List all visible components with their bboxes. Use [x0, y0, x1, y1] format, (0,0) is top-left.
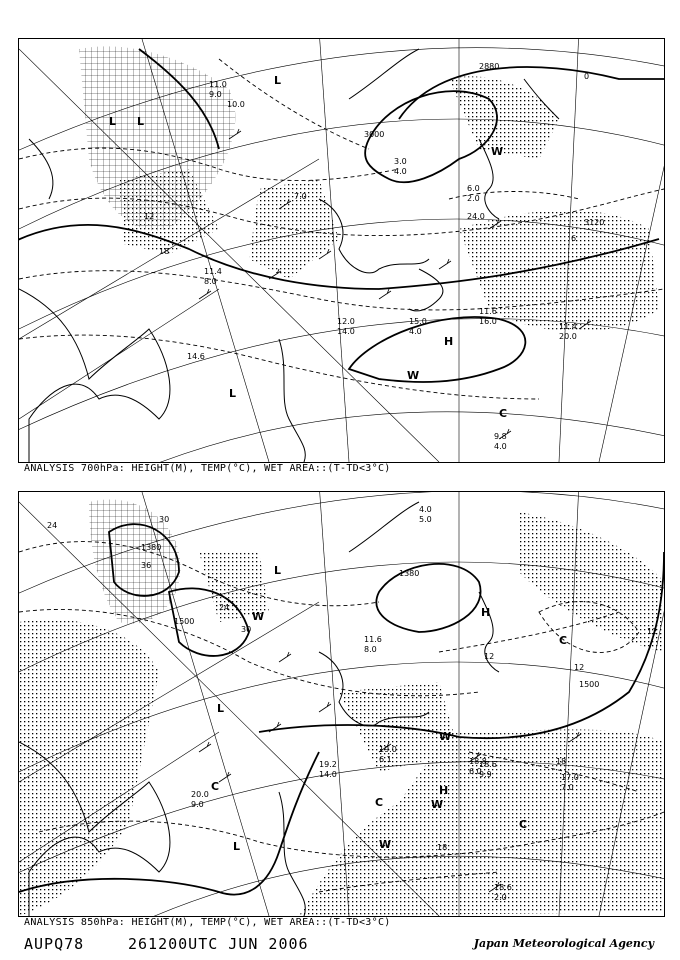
station-value: 9.0 [191, 800, 204, 809]
station-value: 6.0 [469, 767, 482, 776]
map-850hpa-canvas [19, 492, 664, 916]
contour-label: 3000 [364, 130, 385, 139]
contour-label: 36 [141, 561, 152, 570]
station-value: 10.0 [227, 100, 245, 109]
map-850hpa-panel [18, 491, 665, 917]
station-value: 14.6 [187, 352, 205, 361]
station-value: 11.0 [209, 80, 227, 89]
station-value: 9.0 [209, 90, 222, 99]
pressure-center-low: L [217, 702, 225, 715]
contour-label: 1500 [174, 617, 195, 626]
caption-850hpa: ANALYSIS 850hPa: HEIGHT(M), TEMP(°C), WET AREA::(T-TD<3°C) [24, 917, 391, 928]
contour-label: 12 [574, 663, 585, 672]
warm-center: W [431, 798, 444, 811]
station-value: 20.0 [559, 332, 577, 341]
valid-time: 261200UTC JUN 2006 [128, 935, 309, 953]
pressure-center-low: L [233, 840, 241, 853]
contour-label: 1500 [579, 680, 600, 689]
station-value: 24.0 [467, 212, 485, 221]
pressure-center-high: H [439, 784, 449, 797]
station-value: 11.4 [559, 322, 577, 331]
contour-label: 12 [484, 652, 495, 661]
station-value: 6.1 [379, 755, 392, 764]
station-value: 3.0 [394, 157, 407, 166]
cold-center: C [499, 407, 508, 420]
pressure-center-high: H [444, 335, 454, 348]
contour-label: 12 [144, 212, 155, 221]
cold-center: C [559, 634, 568, 647]
contour-label: 24 [47, 521, 58, 530]
contour-label: 3120 [584, 218, 605, 227]
map-700hpa-canvas [19, 39, 664, 462]
station-value: 7.0 [294, 192, 307, 201]
contour-label: 1380 [141, 543, 162, 552]
contour-label: 18 [159, 247, 170, 256]
station-value: 11.4 [204, 267, 222, 276]
warm-center: W [379, 838, 392, 851]
warm-center: W [439, 730, 452, 743]
station-value: 18.8 [469, 757, 487, 766]
station-value: 4.0 [419, 505, 432, 514]
station-value: 9.9 [479, 770, 492, 779]
station-value: 2.0 [467, 194, 480, 203]
chart-code: AUPQ78 [24, 935, 85, 953]
warm-center: W [491, 145, 504, 158]
station-value: 20.0 [191, 790, 209, 799]
station-value: 7.0 [561, 783, 574, 792]
station-value: 19.0 [379, 745, 397, 754]
contour-label: 2880 [479, 62, 500, 71]
station-value: 4.0 [494, 442, 507, 451]
station-value: 6.0 [467, 184, 480, 193]
station-value: 8.0 [204, 277, 217, 286]
station-value: 14.0 [337, 327, 355, 336]
contour-label: 12 [647, 627, 658, 636]
station-value: 19.2 [319, 760, 337, 769]
contour-label: 6 [571, 234, 577, 243]
wet-area-shading [19, 499, 664, 916]
pressure-center-low: L [137, 115, 145, 128]
cold-center: C [211, 780, 220, 793]
cold-center: C [519, 818, 528, 831]
warm-center: W [252, 610, 265, 623]
pressure-center-low: L [274, 564, 282, 577]
station-value: 16.0 [479, 317, 497, 326]
pressure-center-low: L [229, 387, 237, 400]
station-value: 8.0 [364, 645, 377, 654]
contour-label: 0 [584, 72, 590, 81]
contour-label: 24 [219, 603, 230, 612]
contour-label: 1380 [399, 569, 420, 578]
station-value: 12.0 [337, 317, 355, 326]
station-value: 4.0 [409, 327, 422, 336]
pressure-center-low: L [109, 115, 117, 128]
station-value: 9.8 [494, 432, 507, 441]
station-value: 4.0 [394, 167, 407, 176]
station-value: 2.0 [494, 893, 507, 902]
contour-label: 30 [241, 625, 252, 634]
station-value: 18.6 [494, 883, 512, 892]
station-value: 14.0 [319, 770, 337, 779]
contour-label: 18 [437, 843, 448, 852]
station-value: 11.6 [479, 307, 497, 316]
contour-label: 18 [556, 757, 567, 766]
contour-label: 30 [159, 515, 170, 524]
map-700hpa-panel [18, 38, 665, 463]
pressure-center-low: L [274, 74, 282, 87]
station-value: 15.0 [409, 317, 427, 326]
caption-700hpa: ANALYSIS 700hPa: HEIGHT(M), TEMP(°C), WET AREA::(T-TD<3°C) [24, 463, 391, 474]
station-value: 18.6 [479, 760, 497, 769]
station-value: 5.0 [419, 515, 432, 524]
station-value: 11.6 [364, 635, 382, 644]
warm-center: W [407, 369, 420, 382]
station-value: 17.0 [561, 773, 579, 782]
cold-center: C [375, 796, 384, 809]
agency-name: Japan Meteorological Agency [473, 937, 654, 950]
pressure-center-high: H [481, 606, 491, 619]
